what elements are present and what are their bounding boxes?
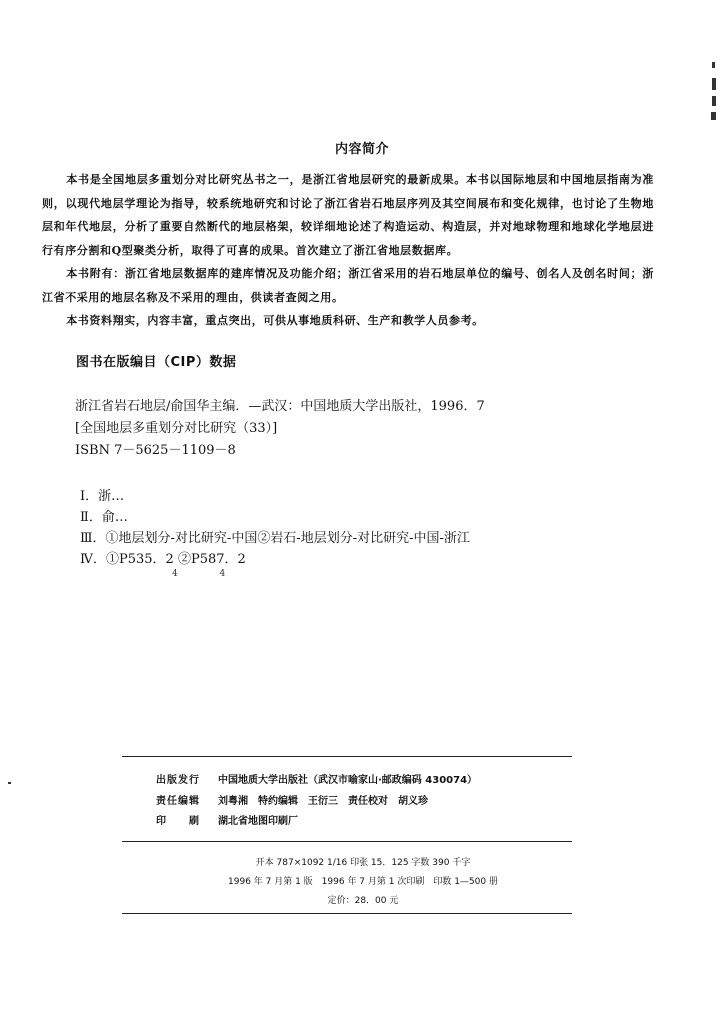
cip-series-line: [全国地层多重划分对比研究（33）] <box>75 421 278 436</box>
top-divider <box>122 756 572 757</box>
cip-heading: 图书在版编目（CIP）数据 <box>76 355 237 370</box>
handwritten-mark: 4 <box>219 569 226 579</box>
publication-row-value: 刘粤湘 特约编辑 王衍三 责任校对 胡义珍 <box>218 795 428 807</box>
scan-edge-mark <box>711 112 716 120</box>
publication-row-key: 责任编辑 <box>156 795 200 807</box>
summary-paragraph: 本书资料翔实，内容丰富，重点突出，可供从事地质科研、生产和教学人员参考。 <box>66 314 484 327</box>
summary-body <box>42 168 654 333</box>
cip-index-entry: Ⅲ．①地层划分-对比研究-中国②岩石-地层划分-对比研究-中国-浙江 <box>80 531 470 546</box>
spec-format-line: 开本 787×1092 1/16 印张 15．125 字数 390 千字 <box>255 858 471 868</box>
spec-price-line: 定价：28．00 元 <box>327 896 399 906</box>
cip-isbn-line: ISBN 7－5625－1109－8 <box>75 443 236 458</box>
print-specs <box>156 854 570 911</box>
summary-title: 内容简介 <box>334 142 389 157</box>
summary-paragraph: 本书是全国地层多重划分对比研究丛书之一，是浙江省地层研究的最新成果。本书以国际地层和中国地层指南为准则，以现代地层学理论为指导，较系统地研究和讨论了浙江省岩石地层序列及其空间展布和变化规律，也讨论了生物地层和年代地层，分析了重要自然断代的地层格架，较详细地论述了构造运动、构造层，并对地球物理和地球化学地层进行有序分割和Q型聚类分析，取得了可喜的成果。首次建立了浙江省地层数据库。 <box>42 173 654 257</box>
spec-edition-line: 1996 年 7 月第 1 版 1996 年 7 月第 1 次印刷 印数 1—500 册 <box>228 877 498 887</box>
cip-index <box>80 486 470 570</box>
handwritten-mark: 4 <box>172 569 178 579</box>
cip-title-line: 浙江省岩石地层/俞国华主编．—武汉：中国地质大学出版社，1996．7 <box>75 399 485 414</box>
summary-paragraph: 本书附有：浙江省地层数据库的建库情况及功能介绍；浙江省采用的岩石地层单位的编号、创名人及创名时间；浙江省不采用的地层名称及不采用的理由，供读者查阅之用。 <box>42 267 654 304</box>
scan-edge-mark <box>712 78 716 90</box>
publication-row-value: 中国地质大学出版社（武汉市喻家山·邮政编码 430074） <box>218 775 478 786</box>
publication-row-value: 湖北省地图印刷厂 <box>218 816 298 827</box>
cip-index-entry: Ⅱ．俞… <box>80 510 128 525</box>
publication-info <box>156 771 477 833</box>
middle-divider <box>122 841 572 842</box>
publication-row-key: 出版发行 <box>156 775 200 786</box>
scan-edge-mark <box>712 62 715 68</box>
scan-edge-mark <box>712 96 716 106</box>
publication-row <box>156 771 477 792</box>
handwritten-marks <box>172 568 225 580</box>
cip-record <box>75 396 485 462</box>
publication-row <box>156 812 477 833</box>
publication-row-key: 印 刷 <box>156 816 200 827</box>
publication-row <box>156 792 477 813</box>
bottom-divider <box>122 913 572 914</box>
cip-index-entry: Ⅰ．浙… <box>80 489 125 504</box>
scan-edge-mark <box>8 782 11 784</box>
cip-index-entry: Ⅳ．①P535．2 ②P587．2 <box>80 552 246 567</box>
